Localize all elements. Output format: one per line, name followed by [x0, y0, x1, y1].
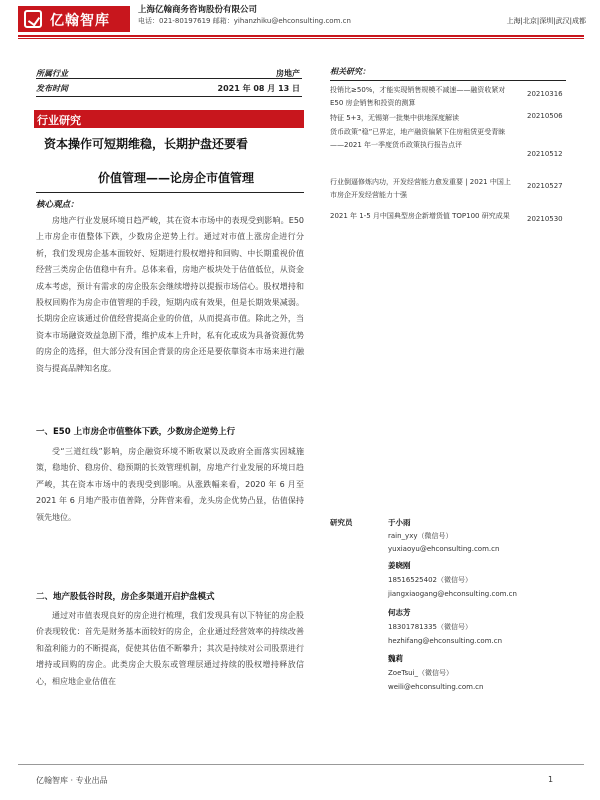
related-item-date: 20210530	[527, 215, 563, 223]
researcher-email[interactable]: yuxiaoyu@ehconsulting.com.cn	[388, 545, 500, 553]
logo-mark-icon	[24, 10, 42, 28]
meta-industry-row	[36, 68, 302, 82]
researcher-name: 何志芳	[388, 608, 411, 617]
related-item-date: 20210527	[527, 182, 563, 190]
related-research-title: 相关研究：	[330, 67, 370, 76]
related-item-date: 20210506	[527, 112, 563, 120]
researcher-name: 姜晓刚	[388, 561, 411, 570]
report-title-line1: 资本操作可短期维稳，长期护盘还要看	[44, 137, 249, 151]
date-value: 2021 年 08 月 13 日	[217, 84, 300, 93]
company-name: 上海亿翰商务咨询股份有限公司	[138, 5, 258, 15]
report-title-line2: 价值管理——论房企市值管理	[98, 171, 255, 185]
header-divider-thin	[18, 38, 584, 39]
researcher-name: 于小雨	[388, 518, 411, 527]
researchers-label: 研究员	[330, 518, 353, 527]
meta-date-row	[36, 83, 302, 97]
researcher-wechat: 18301781335（微信号）	[388, 623, 472, 631]
footer-text: 亿翰智库 · 专业出品	[36, 776, 108, 785]
related-item[interactable]: 投销比≥50%，才能实现销售规模不减速——融资收紧对 E50 房企销售和投资的测算	[330, 86, 506, 108]
related-research-rule	[330, 80, 566, 81]
section-2-heading: 二、地产股低谷时段，房企多渠道开启护盘模式	[36, 592, 215, 602]
researcher-wechat: ZoeTsui_（微信号）	[388, 669, 454, 677]
related-item[interactable]: 2021 年 1-5 月中国典型房企新增货值 TOP100 研究成果	[330, 212, 510, 220]
page-number: 1	[548, 775, 554, 784]
header-divider	[18, 35, 584, 37]
researcher-name: 魏莉	[388, 654, 403, 663]
related-item[interactable]: 货币政策“稳”已界定，地产融资偏紧下住房租赁更受青睐——2021 年一季度货币政策执行报告点评	[330, 128, 506, 150]
industry-value: 房地产	[276, 69, 300, 78]
section-tag	[34, 110, 304, 128]
researcher-wechat: rain_yxy（微信号）	[388, 532, 453, 540]
related-item-date: 20210316	[527, 90, 563, 98]
researcher-email[interactable]: hezhifang@ehconsulting.com.cn	[388, 637, 503, 645]
section-1-heading: 一、E50 上市房企市值整体下跌，少数房企逆势上行	[36, 427, 236, 437]
related-item[interactable]: 行业倒逼修炼内功，开发经营能力愈发重要 | 2021 中国上市房企开发经营能力十强	[330, 178, 511, 200]
section-2-paragraph: 通过对市值表现良好的房企进行梳理，我们发现具有以下特征的房企股价表现较优：首先是财务基本面较好的房企，企业通过经营效率的持续改善和盈利能力的不断提高，促使其估值不断攀升；其次是持续对公司股票进行增持或回购的房企。此类房企大股东或管理层通过持续的股权增持释放信心，相应地企业估值在	[36, 611, 304, 686]
footer-divider	[18, 764, 584, 765]
section-1-paragraph: 受“三道红线”影响，房企融资环境不断收紧以及政府全面落实因城施策，稳地价、稳房价、稳预期的长效管理机制，房地产行业发展的环境日趋严峻，其在资本市场中的表现受到影响。从涨跌幅来看，2020 年 6 月至 2021 年 6 月地产股市值普降，分阵营来看，龙头房企优势凸显，估值保持领先地位。	[36, 447, 304, 522]
researcher-email[interactable]: weili@ehconsulting.com.cn	[388, 683, 484, 691]
related-item-date: 20210512	[527, 150, 563, 158]
title-rule	[36, 192, 304, 193]
meta-bottom-rule	[36, 96, 302, 97]
date-label: 发布时间	[36, 84, 68, 93]
core-viewpoint-label: 核心观点：	[36, 200, 79, 210]
core-viewpoint-paragraph: 房地产行业发展环境日趋严峻，其在资本市场中的表现受到影响。E50 上市房企市值整体下跌，少数房企逆势上行。通过对市值上涨房企进行分析，我们发现房企基本面较好、短期进行股权增持和回购、中长期重视价值经营三类房企估值稳中有升。总体来看，房地产板块处于估值低位，从资金成本考虑，预计有需求的房企股东会继续增持以提振市场信心。股权增持和股权回购作为房企市值管理的手段，短期内成有效果，但是长期效果减弱。长期房企应该通过价值经营提高企业的价值，从而提高市值。除此之外，当资本市场融资效益急剧下滑，维护成本上升时，私有化或成为具备资源优势的房企的选择，但大部分没有国企背景的房企还是要依靠资本市场来进行融资与提高品牌知名度。	[36, 216, 304, 373]
industry-label: 所属行业	[36, 69, 68, 78]
logo-text: 亿翰智库	[50, 13, 110, 29]
company-contact: 电话：021-80197619 邮箱：yihanzhiku@ehconsulting.com.cn	[138, 17, 351, 25]
office-cities: 上海|北京|深圳|武汉|成都	[506, 17, 586, 25]
company-logo	[18, 6, 130, 32]
related-item[interactable]: 特征 5+3，无锡第一批集中供地深度解读	[330, 114, 459, 122]
section-tag-label: 行业研究	[37, 114, 81, 127]
researcher-email[interactable]: jiangxiaogang@ehconsulting.com.cn	[388, 590, 517, 598]
researcher-wechat: 18516525402（微信号）	[388, 576, 472, 584]
